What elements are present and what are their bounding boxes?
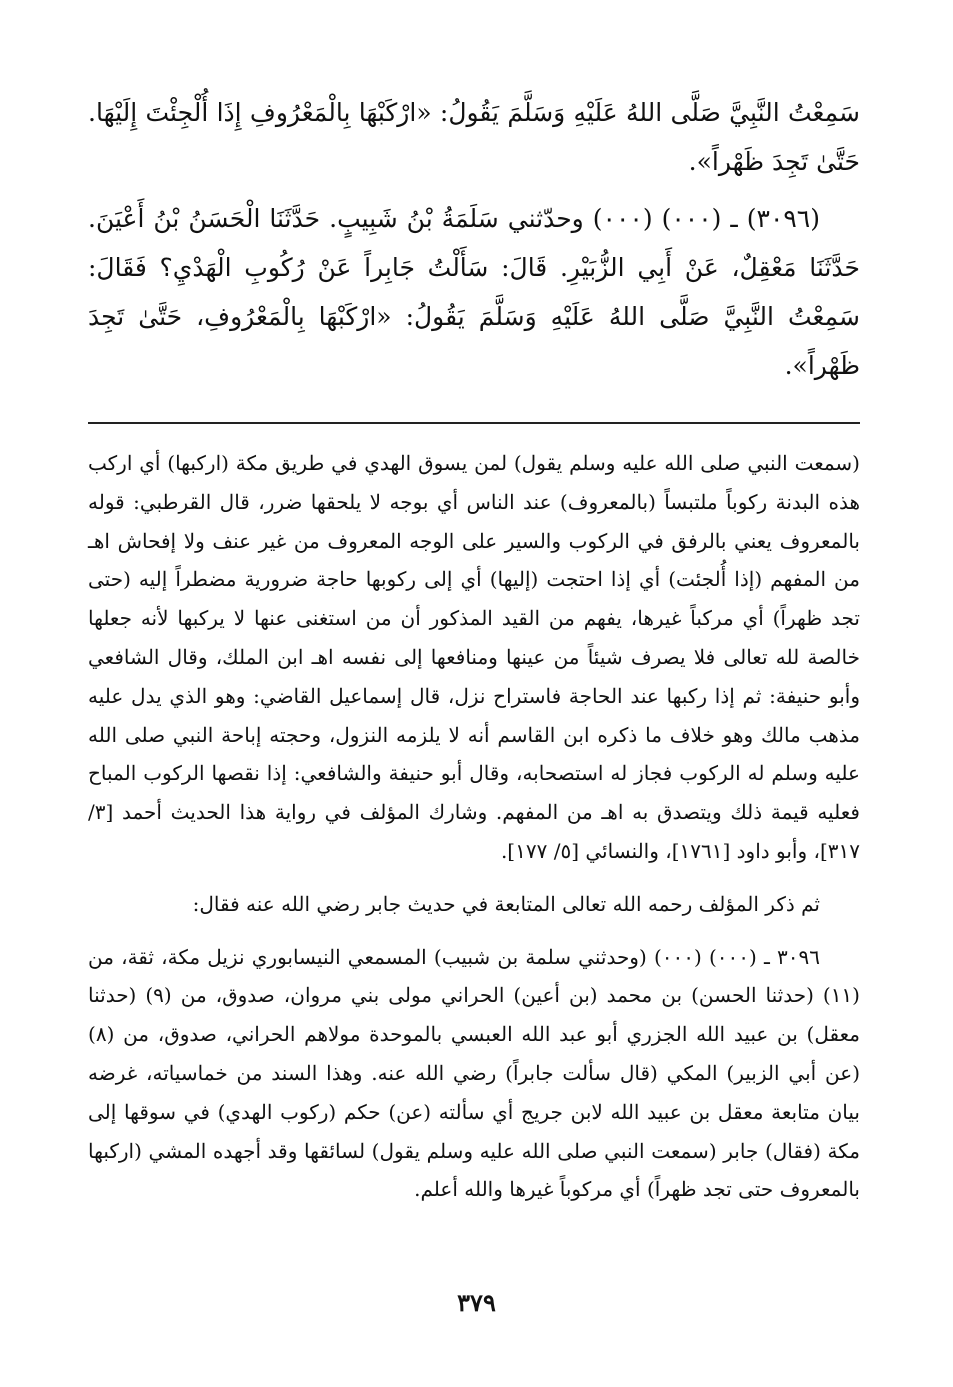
commentary-paragraph-2: ثم ذكر المؤلف رحمه الله تعالى المتابعة في حديث جابر رضي الله عنه فقال: bbox=[192, 891, 820, 916]
page-number: ٣٧٩ bbox=[457, 1288, 496, 1317]
commentary-paragraph-1: (سمعت النبي صلى الله عليه وسلم يقول) لمن يسوق الهدي في طريق مكة (اركبها) أي اركب هذه البدنة ركوباً ملتبساً (بالمعروف) عند الناس أي بوجه لا يلحقها ضرر، قال القرطبي: قوله بالمعروف يعني بالرفق في الركوب والسير على الوجه المعروف من غير عنف ولا إفحاش اهـ من المفهم (إذا أُلجئت) أي إذا احتجت (إليها) أي إلى ركوبها حاجة ضرورية مضطراً إليه (حتى تجد ظهراً) أي مركباً غيرها، يفهم من القيد المذكور أن من استغنى عنها لا يركبها لأنه جعلها خالصة لله تعالى فلا يصرف شيئاً من عينها ومنافعها إلى نفسه اهـ ابن الملك، وقال الشافعي وأبو حنيفة: ثم إذا ركبها عند الحاجة فاستراح نزل، قال إسماعيل القاضي: وهو الذي يدل عليه مذهب مالك وهو خلاف ما ذكره ابن القاسم أنه لا يلزمه النزول، وحجته إباحة النبي صلى الله عليه وسلم له الركوب فجاز له استصحابه، وقال أبو حنيفة والشافعي: إذا نقصها الركوب المباح فعليه قيمة ذلك ويتصدق به اهـ من المفهم. وشارك المؤلف في رواية هذا الحديث أحمد [٣/ ٣١٧]، وأبو داود [١٧٦١]، والنسائي [٥/ ١٧٧]. bbox=[88, 451, 860, 863]
page-body bbox=[88, 88, 860, 1209]
commentary-paragraph-3: ٣٠٩٦ ـ (٠٠٠) (٠٠٠) (وحدثني سلمة بن شبيب) المسمعي النيسابوري نزيل مكة، ثقة، من (١١) (حدثنا الحسن) بن محمد (بن أعين) الحراني مولى بني مروان، صدوق، من (٩) (حدثنا معقل) بن عبيد الله الجزري أبو عبد الله العبسي بالموحدة مولاهم الحراني، صدوق، من (٨) (عن أبي الزبير) المكي (قال سألت جابراً) رضي الله عنه. وهذا السند من خماسياته، غرضه بيان متابعة معقل بن عبيد الله لابن جريج أي سألته (عن) حكم (ركوب الهدي) في سوقها إلى مكة (فقال) جابر (سمعت النبي صلى الله عليه وسلم يقول) لسائقها وقد أجهده المشي (اركبها بالمعروف حتى تجد ظهراً) أي مركوباً غيرها والله أعلم. bbox=[88, 944, 860, 1202]
hadith-text-2: (٣٠٩٦) ـ (٠٠٠) (٠٠٠) وحدّثني سَلَمَةُ بْنُ شَبِيبٍ. حَدَّثَنَا الْحَسَنُ بْنُ أَعْيَنَ. حَدَّثَنَا مَعْقِلٌ، عَنْ أَبِي الزُّبَيْرِ. قَالَ: سَأَلْتُ جَابِراً عَنْ رُكُوبِ الْهَدْيِ؟ فَقَالَ: سَمِعْتُ النَّبِيَّ صَلَّى اللهُ عَلَيْهِ وَسَلَّمَ يَقُولُ: «ارْكَبْهَا بِالْمَعْرُوفِ، حَتَّىٰ تَجِدَ ظَهْراً». bbox=[88, 204, 860, 380]
hadith-text-1: سَمِعْتُ النَّبِيَّ صَلَّى اللهُ عَلَيْهِ وَسَلَّمَ يَقُولُ: «ارْكَبْهَا بِالْمَعْرُوفِ إِذَا أُلْجِئْتَ إِلَيْهَا. حَتَّىٰ تَجِدَ ظَهْراً». bbox=[88, 98, 860, 176]
separator-rule bbox=[88, 422, 860, 424]
